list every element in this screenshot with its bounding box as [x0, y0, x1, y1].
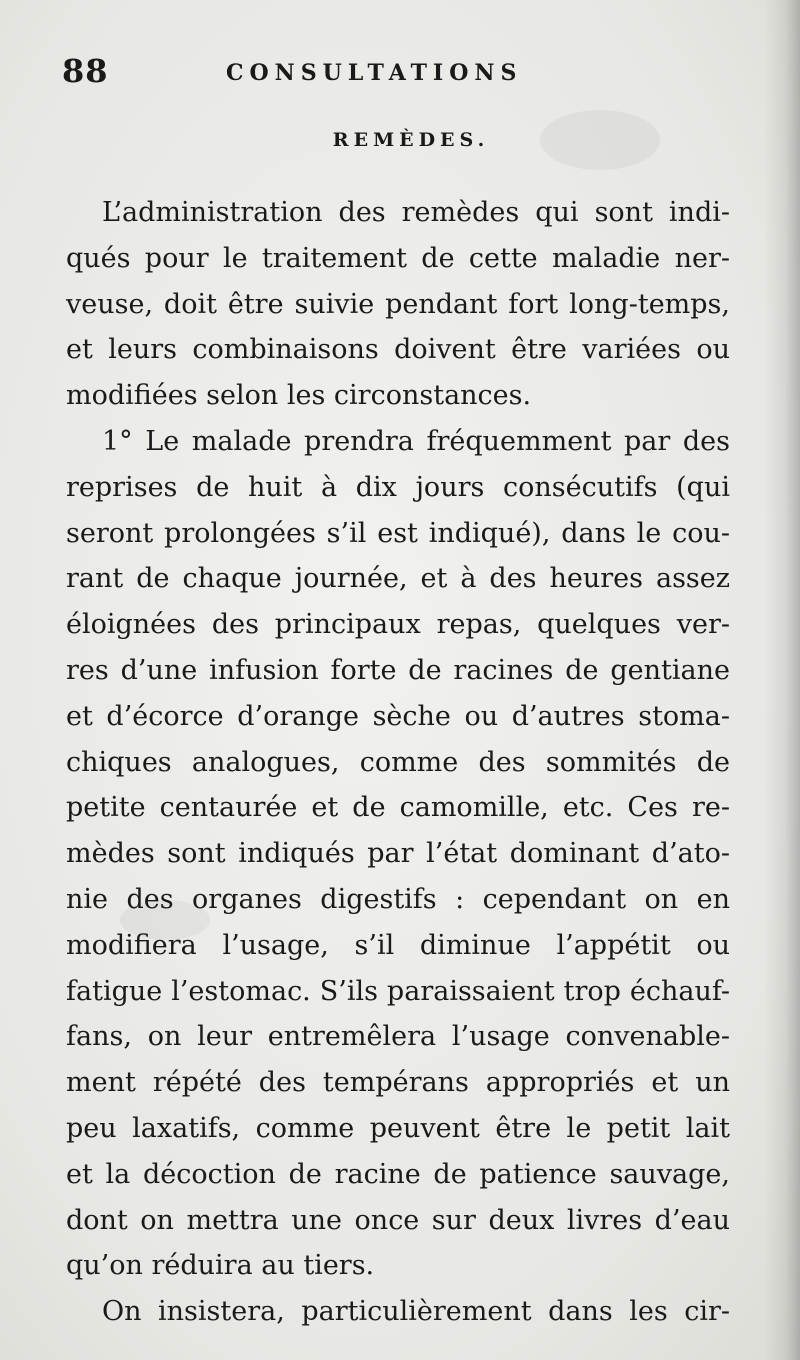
text-line: On insistera, particulièrement dans les cir-	[102, 1296, 730, 1328]
text-line: ment répété des tempérans appropriés et un	[66, 1067, 730, 1099]
text-line: L’administration des remèdes qui sont indi-	[102, 197, 730, 228]
text-line: seront prolongées s’il est indiqué), dans le cou-	[66, 517, 730, 549]
text-line: res d’une infusion forte de racines de gentiane	[66, 654, 730, 686]
page-number: 88	[62, 52, 109, 90]
text-line: et la décoction de racine de patience sauvage,	[66, 1158, 730, 1190]
text-line: et leurs combinaisons doivent être variées ou	[66, 334, 730, 366]
text-line: mèdes sont indiqués par l’état dominant d’ato-	[66, 838, 730, 870]
text-line: qu’on réduira au tiers.	[66, 1250, 375, 1282]
text-line: et d’écorce d’orange sèche ou d’autres stoma-	[66, 700, 730, 732]
body-text	[66, 190, 730, 1335]
page-header	[62, 52, 752, 92]
section-title: REMÈDES.	[332, 129, 490, 151]
text-line: peu laxatifs, comme peuvent être le petit lait	[66, 1112, 730, 1144]
text-line: fans, on leur entremêlera l’usage convenable-	[66, 1021, 730, 1053]
text-line: veuse, doit être suivie pendant fort long-temps,	[66, 288, 730, 320]
text-line: rant de chaque journée, et à des heures assez	[66, 563, 730, 595]
text-line: reprises de huit à dix jours consécutifs (qui	[66, 471, 730, 503]
running-head: CONSULTATIONS	[226, 60, 523, 86]
text-line: éloignées des principaux repas, quelques ver-	[66, 609, 730, 641]
text-line: modifiées selon les circonstances.	[66, 380, 532, 412]
text-line: nie des organes digestifs : cependant on en	[66, 883, 730, 915]
page-edge-shadow	[764, 0, 800, 1360]
text-line: modifiera l’usage, s’il diminue l’appétit ou	[66, 929, 730, 961]
text-line: 1° Le malade prendra fréquemment par des	[102, 425, 730, 457]
text-line: dont on mettra une once sur deux livres d’eau	[66, 1204, 730, 1236]
text-line: fatigue l’estomac. S’ils paraissaient trop échauf-	[66, 975, 730, 1007]
text-line: chiques analogues, comme des sommités de	[66, 746, 730, 778]
text-line: qués pour le traitement de cette maladie ner-	[66, 242, 730, 274]
text-line: petite centaurée et de camomille, etc. Ces re-	[66, 792, 730, 824]
